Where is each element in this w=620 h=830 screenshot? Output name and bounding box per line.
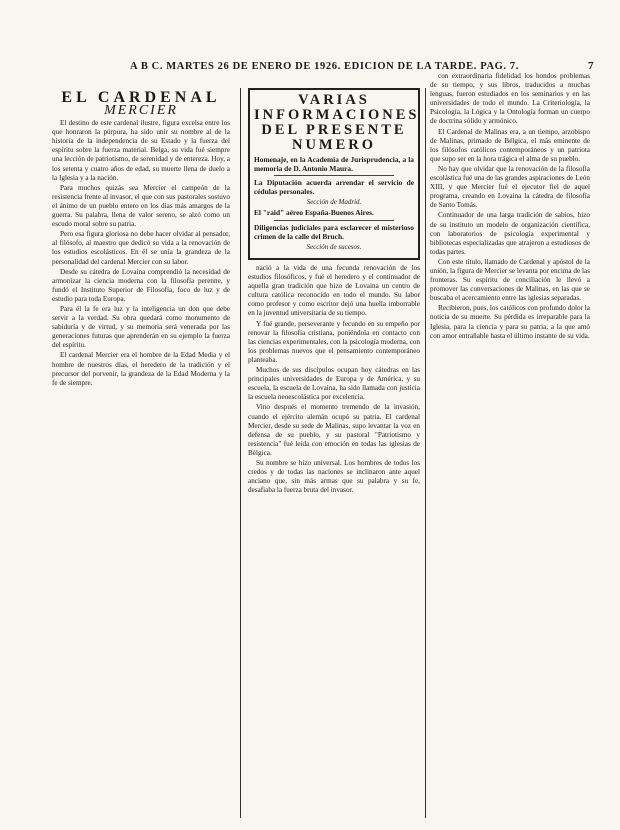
page-header: A B C. MARTES 26 DE ENERO DE 1926. EDICION DE LA TARDE. PAG. 7. [130,61,519,72]
paragraph: Pero esa figura gloriosa no debe hacer olvidar al pensador, al filósofo, al maestro que dedicó su vida a la renovación de los estudios escolásticos. En él se unía la grandeza de la personalidad del cardenal Mercier con su labor. [52,230,230,266]
index-item: Homenaje, en la Academia de Jurisprudencia, a la memoria de D. Antonio Maura. [254,155,414,173]
paragraph: Desde su cátedra de Lovaina comprendió la necesidad de armonizar la ciencia moderna con la filosofía perenne, y fundó el Instituto Superior de Filosofía, foco de luz y de estudio para toda Europa. [52,267,230,303]
paragraph: Vino después el momento tremendo de la invasión, cuando el ejército alemán ocupó su patria. El cardenal Mercier, desde su sede de Malinas, supo levantar la voz en defensa de su pueblo, y su pastoral "Patriotismo y resistencia" fué leída con emoción en todas las iglesias de Bélgica. [248,403,420,457]
paragraph: El cardenal Mercier era el hombre de la Edad Media y el hombre de nuestros días, el heredero de la tradición y el precursor del porvenir, la grandeza de la Edad Moderna y la fe de siempre. [52,351,230,387]
index-item-source: Sección de Madrid. [306,198,362,207]
paragraph: con extraordinaria fidelidad los hondos problemas de su tiempo, y sus libros, traducidos a muchas lenguas, fueron estudiados en los seminarios y en las universidades de todo el mundo. La Criteriología, la Psicología, la Lógica y la Ontología forman un cuerpo de doctrina sólido y armónico. [430,72,590,126]
paragraph: Para muchos quizás sea Mercier el campeón de la resistencia frente al invasor, el que con sus pastorales sostuvo el ánimo de un pueblo entero en los días más amargos de la guerra. Su palabra, llena de valor sereno, se alzó como un escudo moral sobre su patria. [52,183,230,229]
index-item: El "raid" aéreo España-Buenos Aires. [254,208,374,218]
index-box-title: VARIAS INFORMACIONES DEL PRESENTE NUMERO [254,92,420,153]
column-1 [52,90,230,389]
paragraph: Su nombre se hizo universal. Los hombres de todos los credos y de todas las naciones se inclinaron ante aquel anciano que, sin más armas que su palabra y su fe, desafiaba la fuerza bruta del invasor. [248,458,420,495]
article-subtitle: MERCIER [104,103,178,118]
page-number: 7 [588,60,594,72]
paragraph: Muchos de sus discípulos ocupan hoy cátedras en las principales universidades de Europa y de América, y su escuela, la escuela de Lovaina, ha sido llamada con justicia la escuela neoescolástica por excelencia. [248,366,420,402]
column-rule-2 [425,88,426,818]
paragraph: El Cardenal de Malinas era, a un tiempo, arzobispo de Malinas, primado de Bélgica, el más eminente de los filósofos católicos contemporáneos y un patriota que supo ser en la hora trágica el alma de su pueblo. [430,127,590,163]
paragraph: Para él la fe era luz y la inteligencia un don que debe servir a la verdad. Su obra quedará como monumento de sabiduría y de virtud, y su memoria será venerada por las generaciones futuras que aprenderán en su ejemplo la fuerza del espíritu. [52,304,230,350]
paragraph: Y fué grande, perseverante y fecundo en su empeño por renovar la filosofía cristiana, poniéndola en contacto con las ciencias experimentales, con la psicología moderna, con los problemas nuevos que el pensamiento contemporáneo planteaba. [248,319,420,364]
column-2 [248,264,420,496]
divider [274,220,394,221]
index-item: La Diputación acuerda arrendar el servicio de cédulas personales. [254,178,414,196]
article-title: EL CARDENAL [61,89,221,106]
paragraph: Con este título, llamado de Cardenal y apóstol de la unión, la figura de Mercier se levanta por encima de las fronteras. Su espíritu de conciliación le llevó a promover las conversaciones de Malinas, en las que se buscaba el acercamiento entre las iglesias separadas. [430,257,590,303]
column-rule-1 [240,88,241,818]
paragraph: El destino de este cardenal ilustre, figura excelsa entre los que honraron la púrpura, ha sido unir su nombre al de la historia de la independencia de su Estado y la fuerza del espíritu sobre la fuerza material. Belga, su vida fué siempre una lección de patriotismo, de serenidad y de entereza. Hoy, a los setenta y cuatro años de edad, su muerte llena de duelo a la Iglesia y a la nación. [52,119,230,182]
index-box [248,88,420,260]
paragraph: No hay que olvidar que la renovación de la filosofía escolástica fué una de las grandes aspiraciones de León XIII, y que Mercier fué el ejecutor fiel de aquel programa, creando en Lovaina la cátedra de filosofía de Santo Tomás. [430,164,590,210]
index-item-source: Sección de sucesos. [306,243,362,252]
column-3 [430,72,590,342]
divider [274,175,394,176]
paragraph: Recibieron, pues, los católicos con profundo dolor la noticia de su muerte. Su pérdida es irreparable para la Iglesia, para la ciencia y para su patria, a la que amó con amor entrañable hasta el último instante de su vida. [430,304,590,340]
index-item: Diligencias judiciales para esclarecer el misterioso crimen de la calle del Bruch. [254,222,414,241]
paragraph: Continuador de una larga tradición de sabios, hizo de su instituto un modelo de organización científica, con laboratorios de psicología experimental y bibliotecas especializadas que atrajeron a estudiosos de todas partes. [430,211,590,256]
paragraph: nació a la vida de una fecunda renovación de los estudios filosóficos, y fué el heredero y el continuador de aquella gran tradición que hizo de Lovaina un centro de cultura católica reconocido en todo el mundo. Su labor como profesor y como escritor dejó una huella imborrable en la juventud universitaria de su tiempo. [248,264,420,318]
